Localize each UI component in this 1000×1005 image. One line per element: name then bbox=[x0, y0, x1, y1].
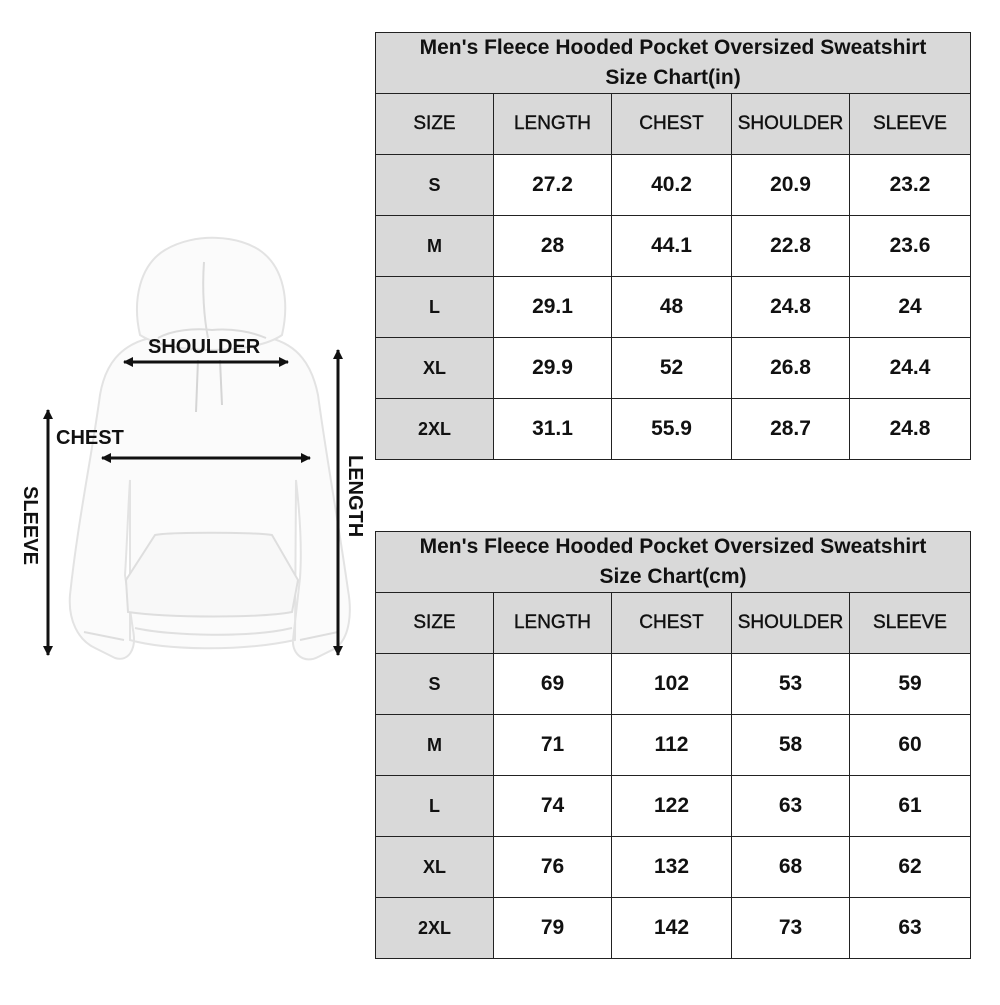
table-row bbox=[376, 216, 971, 277]
table-title-row bbox=[376, 33, 971, 94]
length-cell: 71 bbox=[494, 715, 612, 776]
chest-cell: 48 bbox=[612, 277, 732, 338]
table-row bbox=[376, 837, 971, 898]
hoodie-illustration bbox=[0, 0, 370, 1000]
table-title-row bbox=[376, 532, 971, 593]
size-cell: M bbox=[376, 216, 494, 277]
header-length: LENGTH bbox=[494, 593, 612, 654]
table-header-row bbox=[376, 94, 971, 155]
header-shoulder: SHOULDER bbox=[732, 593, 850, 654]
shoulder-cell: 24.8 bbox=[732, 277, 850, 338]
shoulder-cell: 58 bbox=[732, 715, 850, 776]
table-row bbox=[376, 776, 971, 837]
chest-label: CHEST bbox=[56, 427, 124, 449]
table-row bbox=[376, 277, 971, 338]
sleeve-cell: 24.8 bbox=[850, 399, 971, 460]
chest-cell: 122 bbox=[612, 776, 732, 837]
table-row bbox=[376, 898, 971, 959]
sleeve-cell: 59 bbox=[850, 654, 971, 715]
size-cell: XL bbox=[376, 338, 494, 399]
length-cell: 79 bbox=[494, 898, 612, 959]
size-cell: S bbox=[376, 155, 494, 216]
chest-cell: 112 bbox=[612, 715, 732, 776]
shoulder-cell: 73 bbox=[732, 898, 850, 959]
shoulder-cell: 28.7 bbox=[732, 399, 850, 460]
table-row bbox=[376, 654, 971, 715]
shoulder-cell: 26.8 bbox=[732, 338, 850, 399]
shoulder-label: SHOULDER bbox=[148, 336, 261, 358]
chest-cell: 52 bbox=[612, 338, 732, 399]
header-shoulder: SHOULDER bbox=[732, 94, 850, 155]
header-chest: CHEST bbox=[612, 593, 732, 654]
header-sleeve: SLEEVE bbox=[850, 593, 971, 654]
header-size: SIZE bbox=[376, 94, 494, 155]
length-cell: 76 bbox=[494, 837, 612, 898]
table-title bbox=[376, 532, 971, 593]
sleeve-cell: 63 bbox=[850, 898, 971, 959]
header-chest: CHEST bbox=[612, 94, 732, 155]
chest-cell: 44.1 bbox=[612, 216, 732, 277]
table-title-line2: Size Chart(cm) bbox=[599, 565, 747, 588]
sleeve-cell: 60 bbox=[850, 715, 971, 776]
table-title-line2: Size Chart(in) bbox=[605, 66, 741, 89]
table-row bbox=[376, 715, 971, 776]
size-cell: M bbox=[376, 715, 494, 776]
size-cell: L bbox=[376, 776, 494, 837]
length-cell: 29.1 bbox=[494, 277, 612, 338]
chest-cell: 55.9 bbox=[612, 399, 732, 460]
shoulder-cell: 22.8 bbox=[732, 216, 850, 277]
chest-cell: 102 bbox=[612, 654, 732, 715]
table-row bbox=[376, 155, 971, 216]
header-length: LENGTH bbox=[494, 94, 612, 155]
length-cell: 28 bbox=[494, 216, 612, 277]
sleeve-cell: 24.4 bbox=[850, 338, 971, 399]
sleeve-cell: 61 bbox=[850, 776, 971, 837]
length-cell: 27.2 bbox=[494, 155, 612, 216]
length-cell: 74 bbox=[494, 776, 612, 837]
length-cell: 31.1 bbox=[494, 399, 612, 460]
size-cell: XL bbox=[376, 837, 494, 898]
shoulder-cell: 20.9 bbox=[732, 155, 850, 216]
table-row bbox=[376, 338, 971, 399]
table-title-line1: Men's Fleece Hooded Pocket Oversized Sweatshirt bbox=[419, 535, 927, 558]
sleeve-cell: 24 bbox=[850, 277, 971, 338]
header-size: SIZE bbox=[376, 593, 494, 654]
size-cell: L bbox=[376, 277, 494, 338]
table-header-row bbox=[376, 593, 971, 654]
shoulder-cell: 53 bbox=[732, 654, 850, 715]
size-chart-cm bbox=[375, 531, 971, 959]
sleeve-label: SLEEVE bbox=[19, 486, 41, 565]
size-cell: S bbox=[376, 654, 494, 715]
size-cell: 2XL bbox=[376, 399, 494, 460]
sleeve-cell: 62 bbox=[850, 837, 971, 898]
hoodie-diagram bbox=[0, 0, 370, 1000]
size-chart-in bbox=[375, 32, 971, 460]
length-cell: 29.9 bbox=[494, 338, 612, 399]
chest-cell: 142 bbox=[612, 898, 732, 959]
length-label: LENGTH bbox=[344, 455, 366, 538]
sleeve-cell: 23.6 bbox=[850, 216, 971, 277]
chest-cell: 132 bbox=[612, 837, 732, 898]
table-title bbox=[376, 33, 971, 94]
chest-cell: 40.2 bbox=[612, 155, 732, 216]
shoulder-cell: 68 bbox=[732, 837, 850, 898]
length-cell: 69 bbox=[494, 654, 612, 715]
header-sleeve: SLEEVE bbox=[850, 94, 971, 155]
shoulder-cell: 63 bbox=[732, 776, 850, 837]
sleeve-cell: 23.2 bbox=[850, 155, 971, 216]
table-row bbox=[376, 399, 971, 460]
table-title-line1: Men's Fleece Hooded Pocket Oversized Sweatshirt bbox=[419, 36, 927, 59]
size-cell: 2XL bbox=[376, 898, 494, 959]
